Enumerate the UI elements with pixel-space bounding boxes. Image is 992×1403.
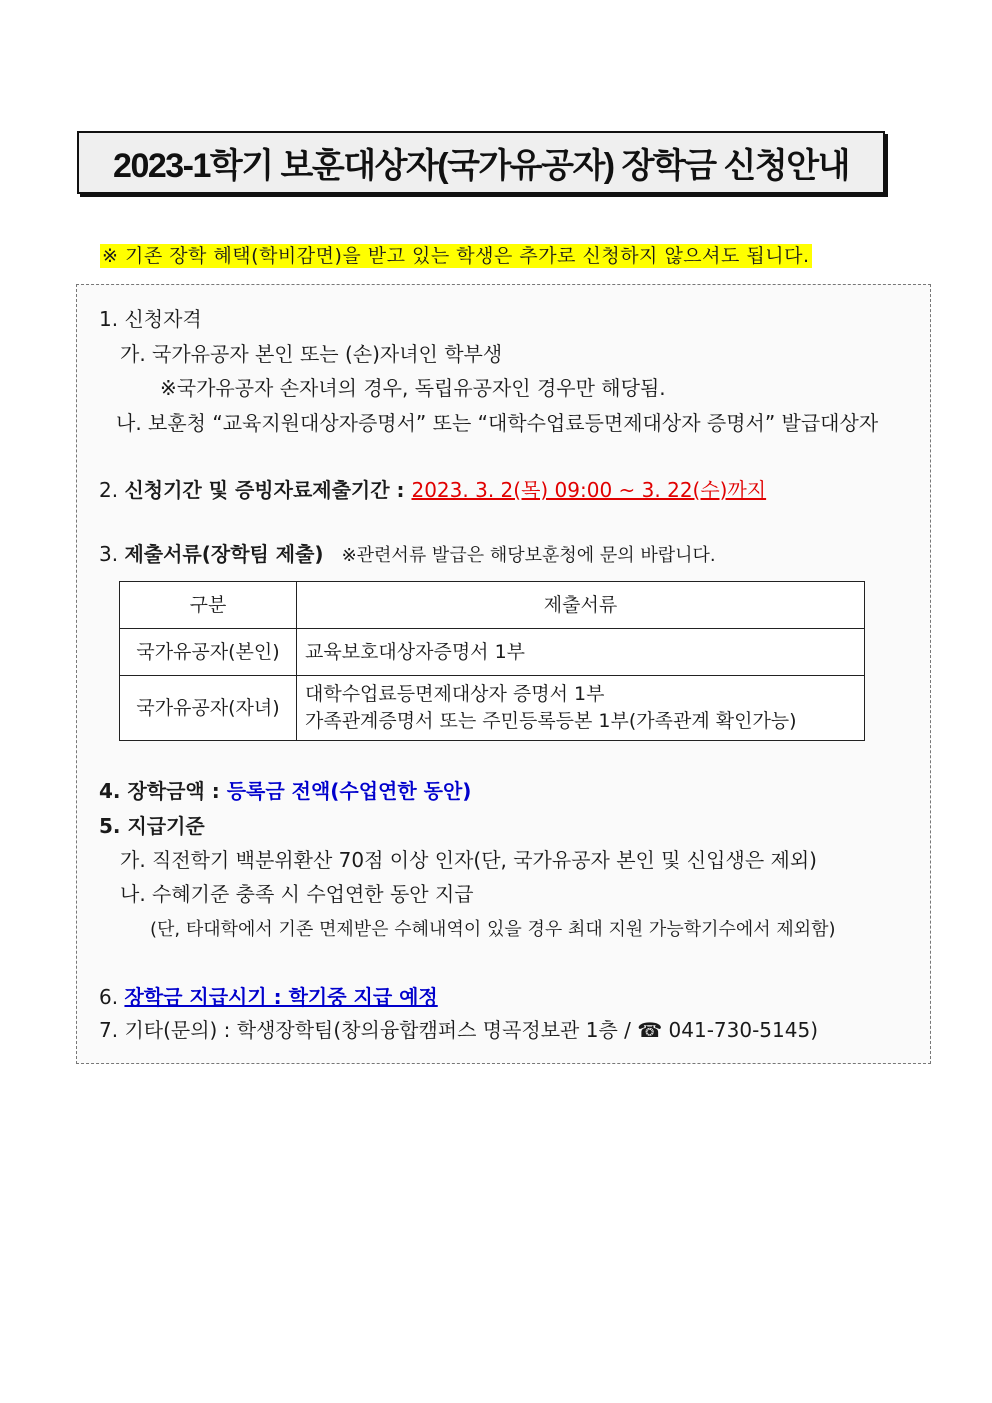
- section6-number: 6.: [99, 985, 125, 1009]
- section3-note: ※관련서류 발급은 해당보훈청에 문의 바랍니다.: [341, 545, 716, 566]
- page-title: 2023-1학기 보훈대상자(국가유공자) 장학금 신청안내: [113, 147, 849, 185]
- section1-heading: 1. 신청자격: [99, 307, 202, 331]
- section1-item-na: 나. 보훈청 “교육지원대상자증명서” 또는 “대학수업료등면제대상자 증명서” 발급대상자: [116, 411, 879, 435]
- section2-label: 신청기간 및 증빙자료제출기간: [124, 478, 390, 502]
- section6-line: [99, 984, 438, 1010]
- contact-phone: 041-730-5145): [662, 1018, 818, 1042]
- section4-label: 4. 장학금액: [99, 779, 205, 803]
- table-row: [120, 629, 865, 676]
- table-cell-doc-line: 가족관계증명서 또는 주민등록등본 1부(가족관계 확인가능): [305, 710, 797, 732]
- table-header-row: [120, 582, 865, 629]
- table-header-docs: 제출서류: [297, 582, 865, 629]
- section1-item-ga-note: ※국가유공자 손자녀의 경우, 독립유공자인 경우만 해당됨.: [160, 376, 666, 400]
- section4-sep: :: [204, 779, 227, 803]
- table-cell-docs: 교육보호대상자증명서 1부: [297, 629, 865, 676]
- table-cell-category: 국가유공자(본인): [120, 629, 297, 676]
- notice-highlight: ※ 기존 장학 혜택(학비감면)을 받고 있는 학생은 추가로 신청하지 않으셔도 됩니다.: [102, 245, 810, 267]
- table-cell-docs: [297, 676, 865, 741]
- scholarship-amount: 등록금 전액(수업연한 동안): [226, 779, 472, 803]
- section3-line: [99, 541, 716, 569]
- title-box: [77, 131, 885, 194]
- section2-number: 2.: [99, 478, 125, 502]
- documents-table: [119, 581, 865, 741]
- section5-item-na-note: (단, 타대학에서 기존 면제받은 수혜내역이 있을 경우 최대 지원 가능학기수에서 제외함): [150, 919, 836, 940]
- table-cell-category: 국가유공자(자녀): [120, 676, 297, 741]
- section4-line: [99, 778, 471, 804]
- section7-line: [99, 1017, 818, 1043]
- payment-timing: 장학금 지급시기 : 학기중 지급 예정: [124, 985, 438, 1009]
- section7-text: 7. 기타(문의) : 학생장학팀(창의융합캠퍼스 명곡정보관 1층 /: [99, 1018, 638, 1042]
- table-row: [120, 676, 865, 741]
- section5-heading: 5. 지급기준: [99, 814, 205, 838]
- section1-item-ga: 가. 국가유공자 본인 또는 (손)자녀인 학부생: [120, 342, 503, 366]
- section5-item-na: 나. 수혜기준 충족 시 수업연한 동안 지급: [120, 882, 474, 906]
- section3-label: 제출서류(장학팀 제출): [124, 542, 324, 566]
- application-period: 2023. 3. 2(목) 09:00 ~ 3. 22(수)까지: [411, 478, 767, 502]
- section3-number: 3.: [99, 542, 125, 566]
- section2-sep: :: [389, 478, 412, 502]
- section2-line: [99, 477, 766, 503]
- phone-icon: ☎: [637, 1018, 663, 1042]
- table-header-category: 구분: [120, 582, 297, 629]
- section5-item-ga: 가. 직전학기 백분위환산 70점 이상 인자(단, 국가유공자 본인 및 신입생은 제외): [120, 848, 817, 872]
- table-cell-doc-line: 대학수업료등면제대상자 증명서 1부: [305, 683, 605, 705]
